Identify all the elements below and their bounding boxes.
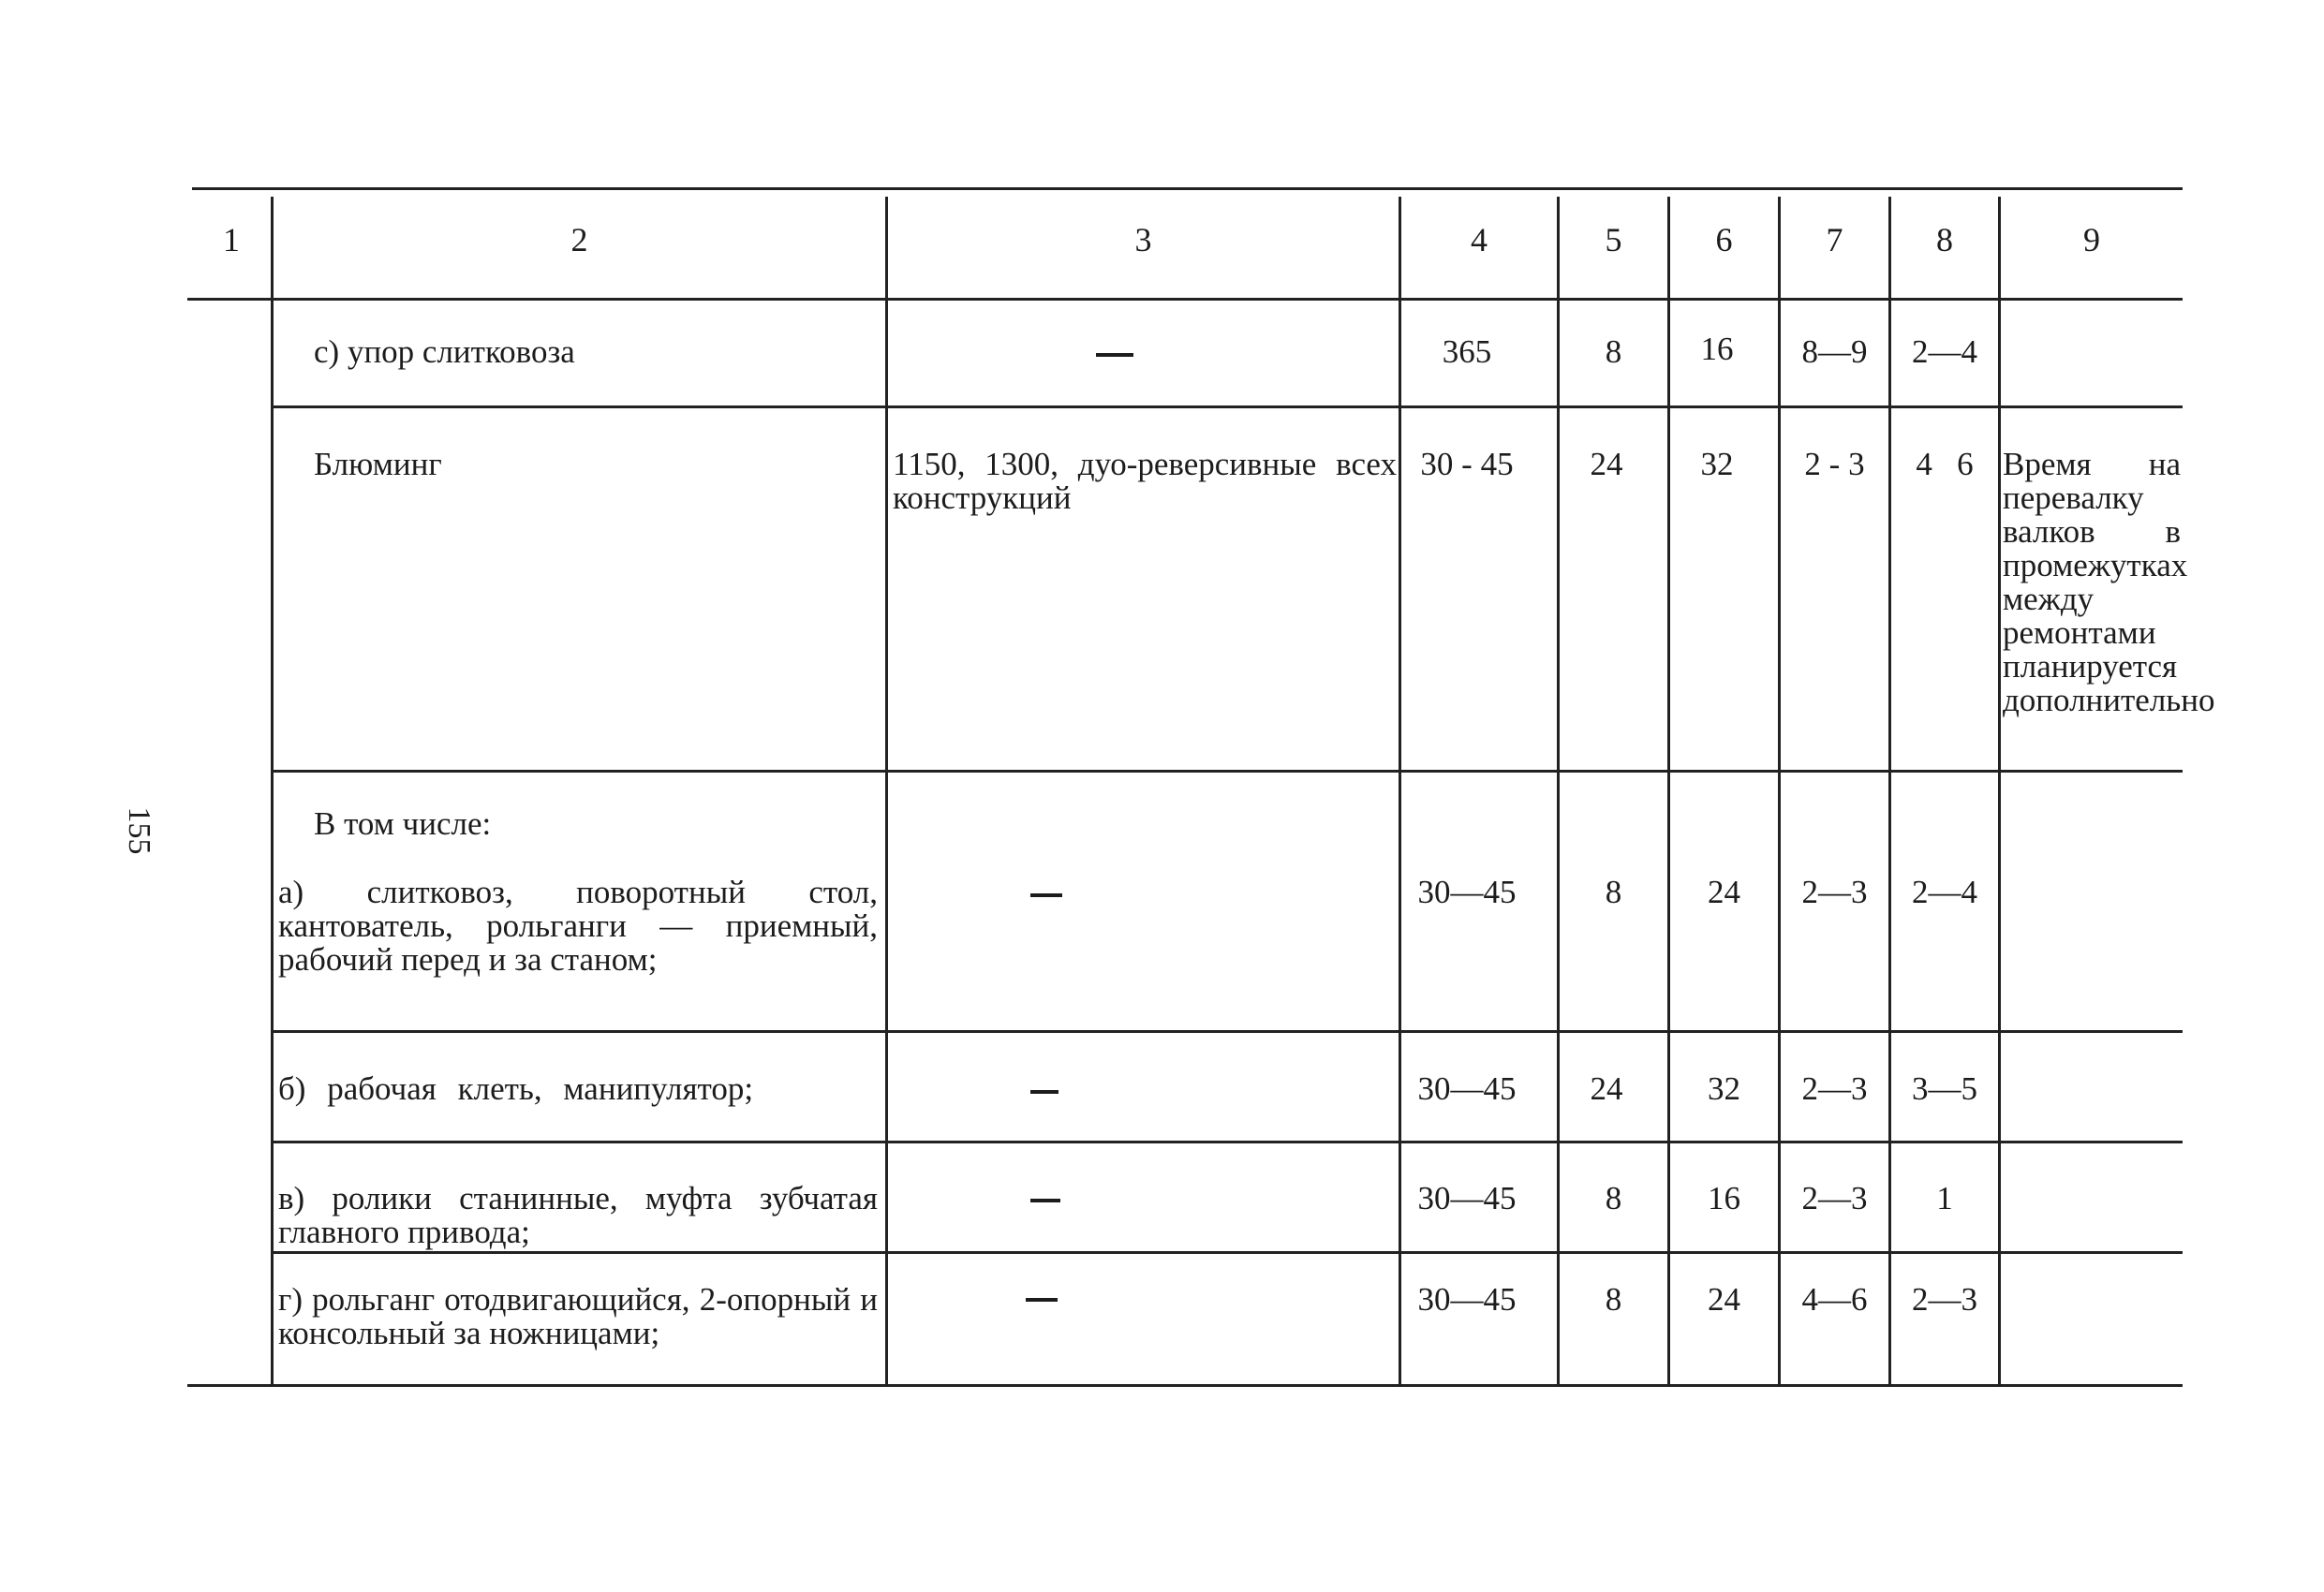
row3-col5: 8 xyxy=(1605,874,1622,910)
row3-description: а) слитковоз, поворотный стол, кантователь, рольганги — приемный, рабочий перед и за станом; xyxy=(278,874,878,978)
header-col-5: 5 xyxy=(1605,221,1622,258)
row1-col4: 365 xyxy=(1442,333,1492,370)
rule-row2 xyxy=(274,770,2183,773)
row6-type-dash xyxy=(1026,1298,1058,1302)
rule-row5 xyxy=(274,1251,2183,1254)
row2-col5: 24 xyxy=(1590,446,1623,482)
row5-col5: 8 xyxy=(1605,1180,1622,1216)
row3-col8: 2—4 xyxy=(1912,874,1977,910)
row6-description: г) рольганг отодвигающийся, 2-опорный и консольный за ножницами; xyxy=(278,1281,878,1351)
header-col-4: 4 xyxy=(1471,221,1488,258)
row6-col5: 8 xyxy=(1605,1281,1622,1318)
header-col-7: 7 xyxy=(1826,221,1843,258)
row4-col6: 32 xyxy=(1708,1070,1740,1107)
rule-top xyxy=(192,187,2183,190)
row4-type-dash xyxy=(1030,1090,1058,1094)
row4-col7: 2—3 xyxy=(1801,1070,1868,1107)
row2-type: 1150, 1300, дуо-реверсивные всех конструкций xyxy=(893,446,1397,516)
header-col-6: 6 xyxy=(1715,221,1733,258)
row6-col4: 30—45 xyxy=(1417,1281,1517,1318)
page-number: 155 xyxy=(122,806,156,855)
rule-row4 xyxy=(274,1141,2183,1143)
row5-col6: 16 xyxy=(1708,1180,1740,1216)
row1-description: c) упор слитковоза xyxy=(314,333,575,370)
row2-col7: 2 - 3 xyxy=(1804,446,1865,482)
row1-col6: 16 xyxy=(1700,331,1734,367)
row1-col7: 8—9 xyxy=(1801,333,1868,370)
row1-type-dash xyxy=(1096,353,1133,357)
rule-row1 xyxy=(274,405,2183,408)
row1-col8: 2—4 xyxy=(1912,333,1977,370)
row3-type-dash xyxy=(1030,893,1062,897)
rule-row3 xyxy=(274,1030,2183,1033)
row1-col5: 8 xyxy=(1605,333,1622,370)
row4-col4: 30—45 xyxy=(1417,1070,1517,1107)
row6-col6: 24 xyxy=(1708,1281,1740,1318)
row6-col7: 4—6 xyxy=(1801,1281,1868,1318)
col-rule-2 xyxy=(885,197,888,1384)
header-col-9: 9 xyxy=(2083,221,2100,258)
col-rule-8 xyxy=(1998,197,2001,1384)
rule-bottom xyxy=(187,1384,2183,1387)
row2-description: Блюминг xyxy=(314,446,442,482)
row5-type-dash xyxy=(1030,1199,1060,1202)
row3-col6: 24 xyxy=(1708,874,1740,910)
row4-description: б) рабочая клеть, манипулятор; xyxy=(278,1070,754,1107)
row2-col8: 4 6 xyxy=(1916,446,1974,482)
row3-col7: 2—3 xyxy=(1801,874,1868,910)
rule-header-bottom xyxy=(187,298,2183,301)
header-col-1: 1 xyxy=(223,221,240,258)
col-rule-1 xyxy=(271,197,274,1384)
row2-col4: 30 - 45 xyxy=(1420,446,1514,482)
row6-col8: 2—3 xyxy=(1912,1281,1977,1318)
header-col-8: 8 xyxy=(1936,221,1953,258)
row2-col6: 32 xyxy=(1700,446,1734,482)
row5-description: в) ролики станинные, муфта зубчатая главного привода; xyxy=(278,1180,878,1250)
row5-col7: 2—3 xyxy=(1801,1180,1868,1216)
row4-col8: 3—5 xyxy=(1912,1070,1977,1107)
row3-col4: 30—45 xyxy=(1417,874,1517,910)
header-col-3: 3 xyxy=(1134,221,1152,258)
row2-note: Время на перевалку валков в промежутках между ремонтами планируется дополнительно xyxy=(2003,446,2215,718)
row5-col8: 1 xyxy=(1936,1180,1953,1216)
row5-col4: 30—45 xyxy=(1417,1180,1517,1216)
row3-intro: В том числе: xyxy=(314,805,492,842)
header-col-2: 2 xyxy=(570,221,588,258)
row4-col5: 24 xyxy=(1590,1070,1623,1107)
